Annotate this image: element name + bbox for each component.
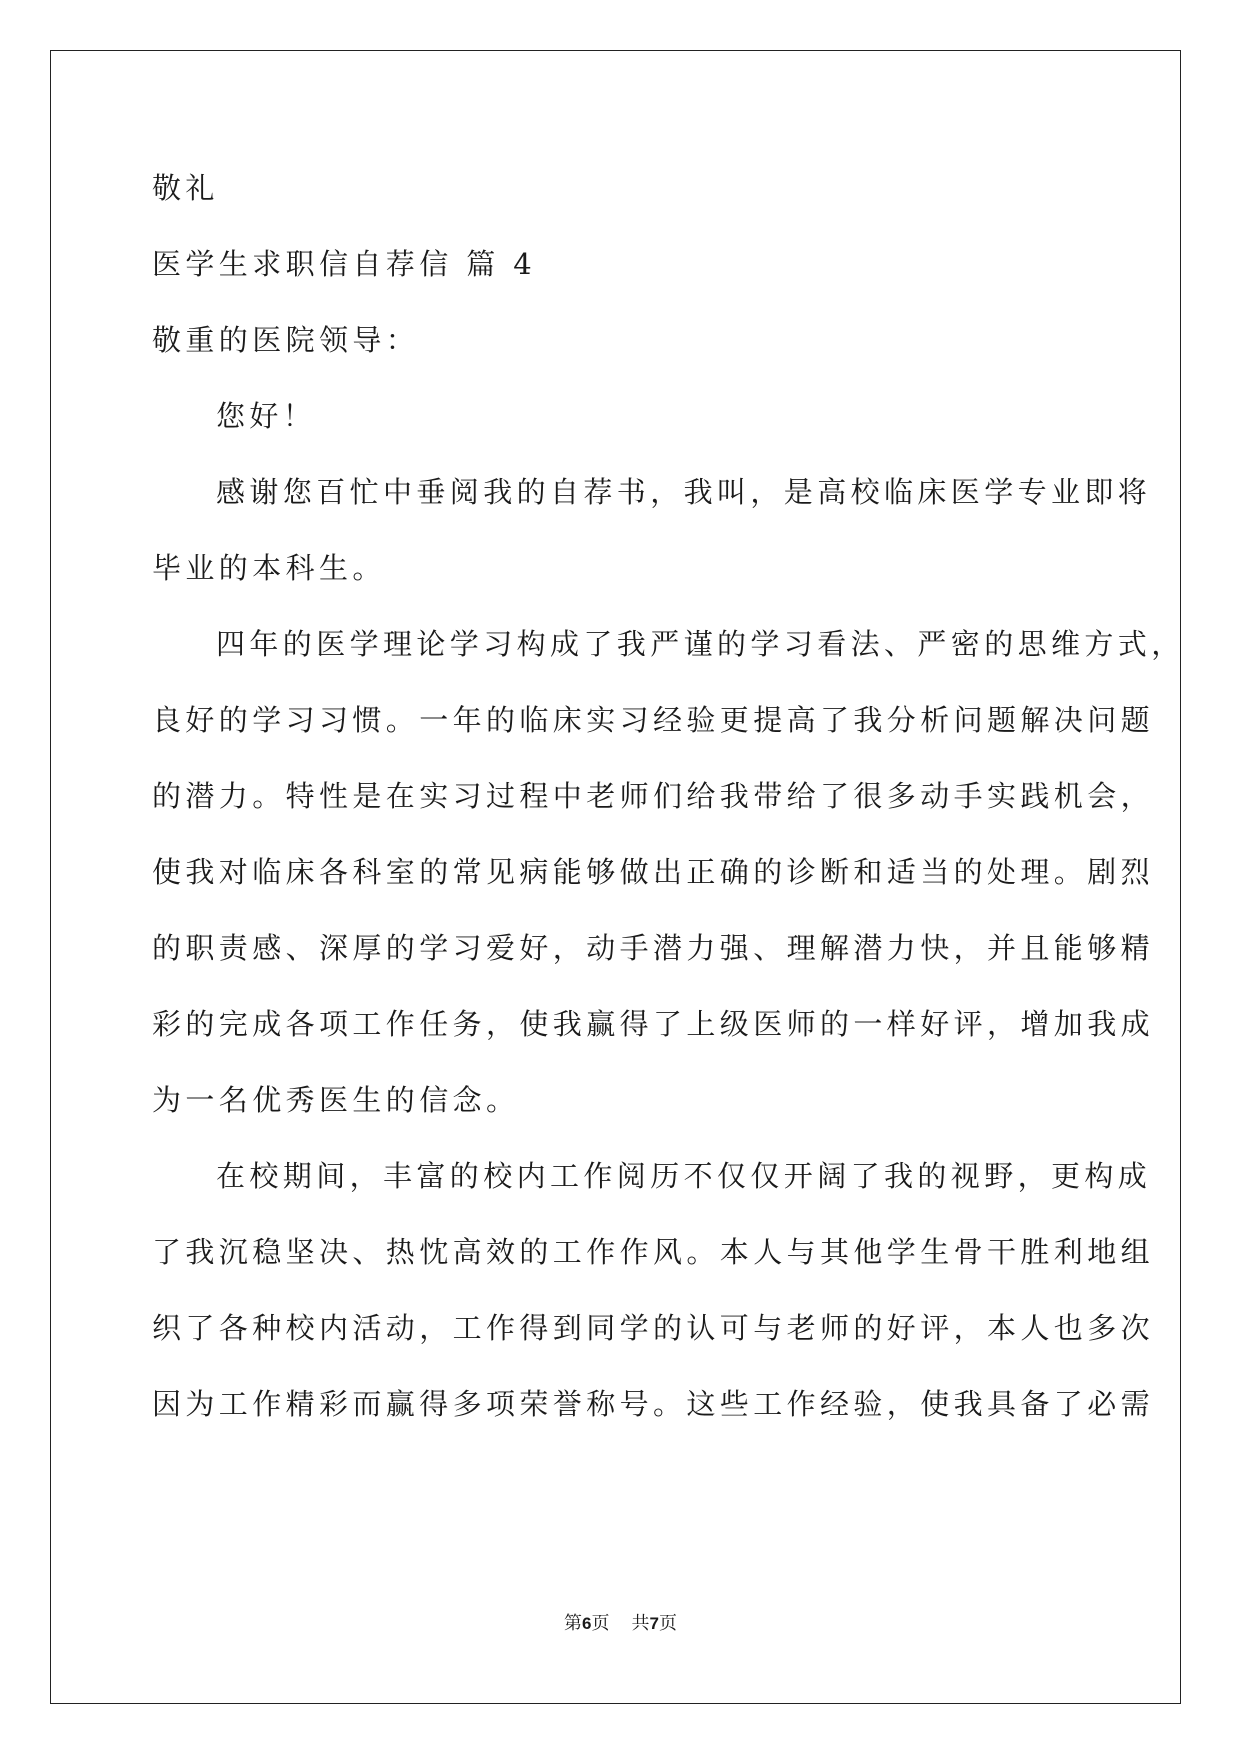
paragraph-line: 使我对临床各科室的常见病能够做出正确的诊断和适当的处理。剧烈 (152, 855, 1155, 889)
paragraph-line: 彩的完成各项工作任务，使我赢得了上级医师的一样好评，增加我成 (152, 1007, 1155, 1041)
page-footer (0, 1612, 1241, 1636)
paragraph-line: 四年的医学理论学习构成了我严谨的学习看法、严密的思维方式， (216, 627, 1185, 661)
paragraph-line: 因为工作精彩而赢得多项荣誉称号。这些工作经验，使我具备了必需 (152, 1387, 1155, 1421)
page-suffix: 页 (591, 1613, 610, 1634)
document-body (152, 150, 1185, 1442)
closing-salutation: 敬礼 (152, 171, 219, 205)
paragraph-line: 的潜力。特性是在实习过程中老师们给我带给了很多动手实践机会， (152, 779, 1155, 813)
paragraph-line: 良好的学习习惯。一年的临床实习经验更提高了我分析问题解决问题 (152, 703, 1155, 737)
total-suffix: 页 (658, 1613, 677, 1634)
paragraph-line: 为一名优秀医生的信念。 (152, 1083, 520, 1117)
paragraph-line: 毕业的本科生。 (152, 551, 386, 585)
paragraph-line: 了我沉稳坚决、热忱高效的工作作风。本人与其他学生骨干胜利地组 (152, 1235, 1155, 1269)
letter-addressee: 敬重的医院领导： (152, 323, 420, 357)
paragraph-line: 织了各种校内活动，工作得到同学的认可与老师的好评，本人也多次 (152, 1311, 1155, 1345)
paragraph-line: 的职责感、深厚的学习爱好，动手潜力强、理解潜力快，并且能够精 (152, 931, 1155, 965)
paragraph-line: 感谢您百忙中垂阅我的自荐书，我叫，是高校临床医学专业即将 (216, 475, 1152, 509)
total-prefix: 共 (631, 1613, 650, 1634)
page-number: 6 (582, 1614, 592, 1633)
section-heading: 医学生求职信自荐信 篇 4 (152, 247, 537, 281)
greeting: 您好！ (216, 399, 317, 433)
total-pages: 7 (649, 1614, 659, 1633)
paragraph-line: 在校期间，丰富的校内工作阅历不仅仅开阔了我的视野，更构成 (216, 1159, 1152, 1193)
page-prefix: 第 (564, 1613, 583, 1634)
